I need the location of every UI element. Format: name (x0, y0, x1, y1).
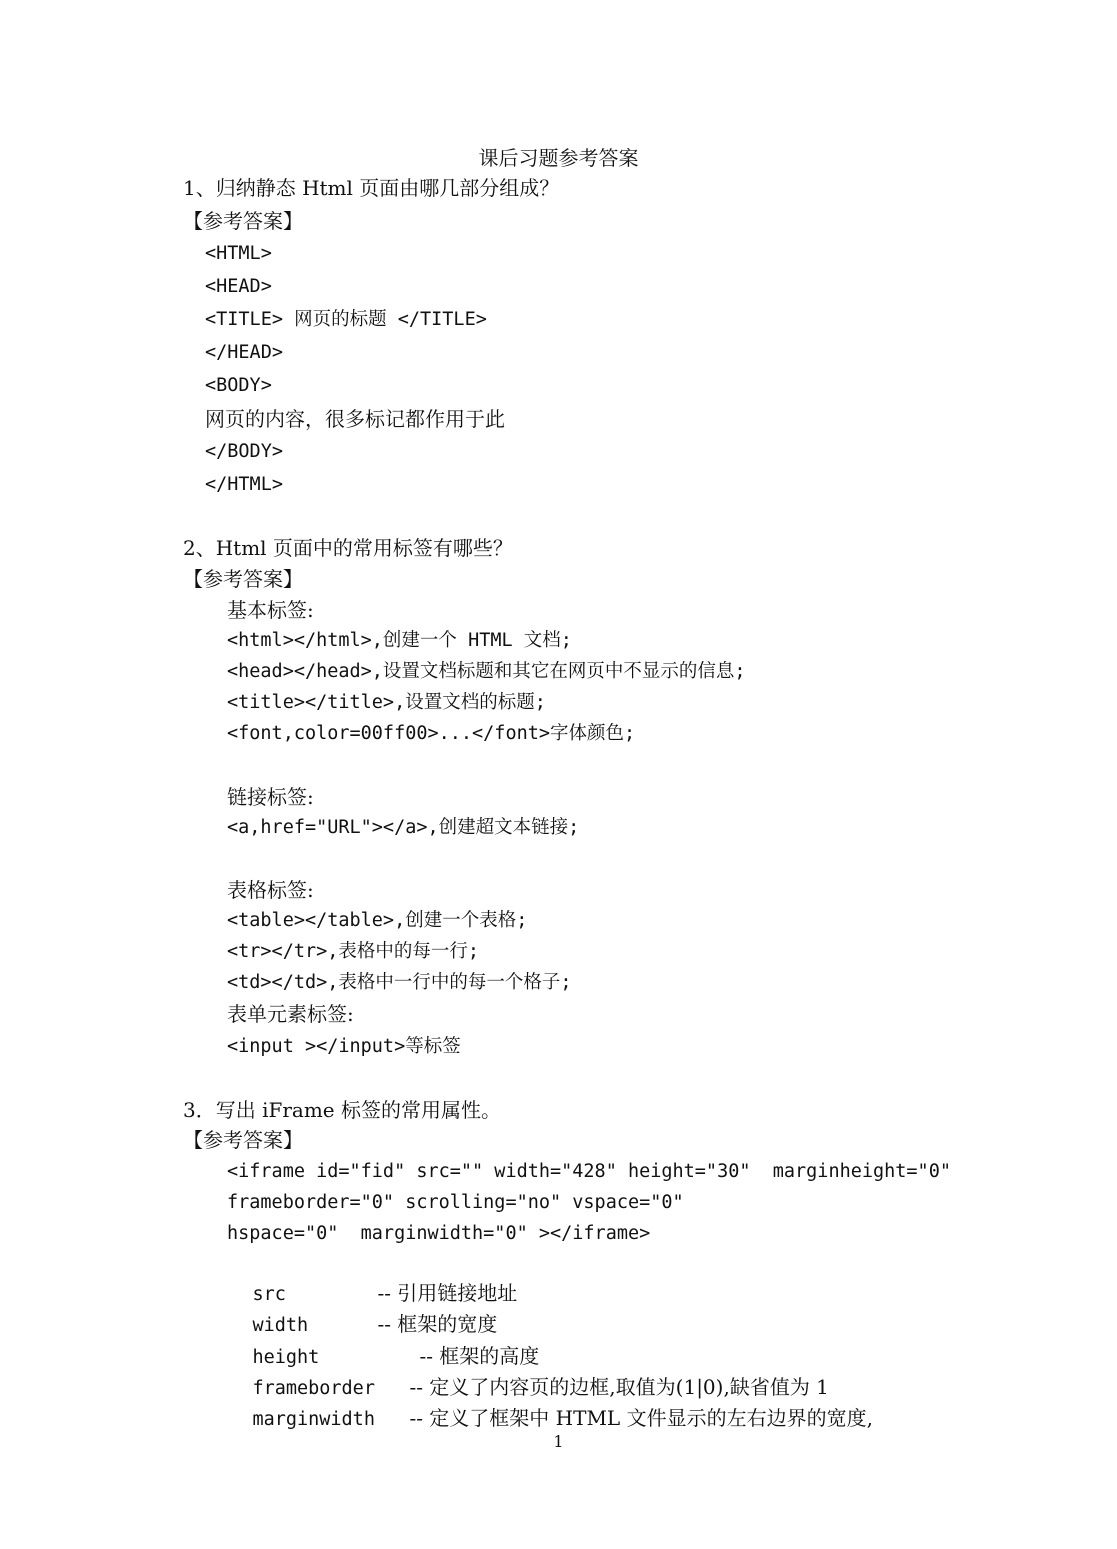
q1-line: <HEAD> (205, 276, 272, 297)
attribute-row (227, 1251, 518, 1305)
question-2: 2、Html 页面中的常用标签有哪些？ (183, 536, 513, 560)
form-tags-heading: 表单元素标签: (227, 1002, 354, 1026)
link-tags-heading: 链接标签: (227, 785, 314, 809)
table-tag-line: <td></td>,表格中一行中的每一个格子; (227, 972, 572, 993)
attribute-row (227, 1345, 829, 1399)
document-title: 课后习题参考答案 (478, 146, 639, 170)
attribute-name: height (252, 1347, 320, 1368)
attribute-name: marginwidth (252, 1409, 375, 1430)
basic-tag-line: <html></html>,创建一个 HTML 文档; (227, 630, 572, 651)
iframe-code-line: <iframe id="fid" src="" width="428" height="30" marginheight="0" (227, 1161, 951, 1182)
q1-line: <HTML> (205, 243, 272, 264)
question-3: 3．写出 iFrame 标签的常用属性。 (183, 1098, 501, 1122)
basic-tag-line: <head></head>,设置文档标题和其它在网页中不显示的信息; (227, 661, 746, 682)
table-tag-line: <tr></tr>,表格中的每一行; (227, 941, 480, 962)
q1-line: </HTML> (205, 474, 283, 495)
q1-line: </BODY> (205, 441, 283, 462)
attribute-row (227, 1282, 498, 1336)
answer-label-1: 【参考答案】 (183, 209, 303, 233)
attribute-description: -- 框架的宽度 (377, 1312, 498, 1336)
attribute-row (227, 1314, 540, 1368)
attribute-name: frameborder (252, 1378, 375, 1399)
basic-tags-heading: 基本标签: (227, 598, 314, 622)
attribute-description: -- 定义了框架中 HTML 文件显示的左右边界的宽度, (409, 1406, 873, 1430)
link-tag-line: <a,href="URL"></a>,创建超文本链接; (227, 817, 580, 838)
iframe-code-line: frameborder="0" scrolling="no" vspace="0" (227, 1192, 684, 1213)
attribute-description: -- 框架的高度 (419, 1344, 540, 1368)
q1-line: <BODY> (205, 375, 272, 396)
q1-line: <TITLE> 网页的标题 </TITLE> (205, 309, 487, 330)
page-number: 1 (553, 1432, 564, 1451)
q1-line: </HEAD> (205, 342, 283, 363)
attribute-name: src (252, 1284, 286, 1305)
question-1: 1、归纳静态 Html 页面由哪几部分组成？ (183, 176, 560, 200)
attribute-name: width (252, 1315, 309, 1336)
table-tags-heading: 表格标签: (227, 878, 314, 902)
answer-label-2: 【参考答案】 (183, 567, 303, 591)
attribute-description: -- 引用链接地址 (377, 1281, 518, 1305)
attribute-row (227, 1376, 873, 1430)
basic-tag-line: <font,color=00ff00>...</font>字体颜色; (227, 723, 636, 744)
q1-line: 网页的内容，很多标记都作用于此 (205, 407, 505, 431)
answer-label-3: 【参考答案】 (183, 1128, 303, 1152)
table-tag-line: <table></table>,创建一个表格; (227, 910, 528, 931)
iframe-code-line: hspace="0" marginwidth="0" ></iframe> (227, 1223, 651, 1244)
basic-tag-line: <title></title>,设置文档的标题; (227, 692, 546, 713)
attribute-description: -- 定义了内容页的边框,取值为(1|0),缺省值为 1 (409, 1375, 829, 1399)
form-tag-line: <input ></input>等标签 (227, 1036, 461, 1057)
